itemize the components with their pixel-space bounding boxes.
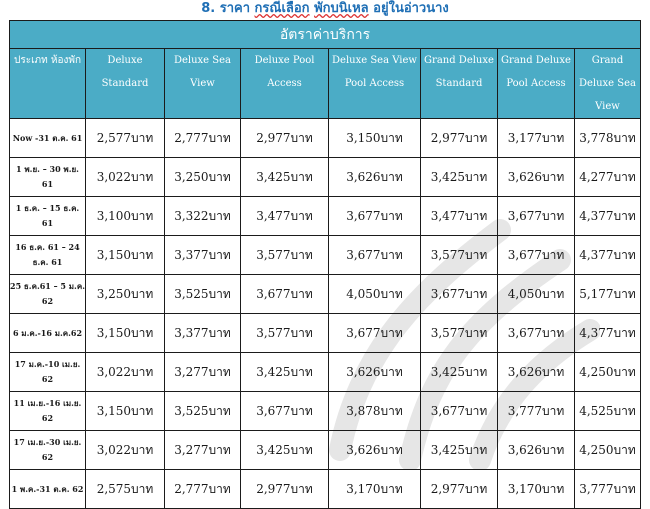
price-cell: 3,626บาท (329, 353, 421, 392)
price-cell: 4,377บาท (575, 197, 641, 236)
price-cell: 3,150บาท (86, 314, 165, 353)
price-cell: 3,525บาท (165, 392, 241, 431)
column-header: Deluxe Sea View Pool Access (329, 49, 421, 119)
table-row (10, 314, 641, 353)
price-cell: 3,577บาท (421, 314, 498, 353)
price-cell: 3,677บาท (329, 314, 421, 353)
price-cell: 3,150บาท (86, 236, 165, 275)
price-cell: 3,577บาท (241, 236, 329, 275)
price-cell: 4,050บาท (498, 275, 575, 314)
price-cell: 3,377บาท (165, 236, 241, 275)
price-cell: 3,677บาท (421, 275, 498, 314)
table-row (10, 353, 641, 392)
price-cell: 3,677บาท (329, 236, 421, 275)
price-cell: 3,100บาท (86, 197, 165, 236)
table-row (10, 236, 641, 275)
price-cell: 3,577บาท (241, 314, 329, 353)
column-header: Deluxe Pool Access (241, 49, 329, 119)
price-cell: 4,050บาท (329, 275, 421, 314)
price-cell: 2,577บาท (86, 119, 165, 158)
price-cell: 3,677บาท (498, 197, 575, 236)
period-cell: Now -31 ต.ค. 61 (10, 119, 86, 158)
price-cell: 4,377บาท (575, 236, 641, 275)
price-cell: 3,177บาท (498, 119, 575, 158)
price-cell: 3,677บาท (241, 392, 329, 431)
price-cell: 3,250บาท (165, 158, 241, 197)
column-header: Deluxe Sea View (165, 49, 241, 119)
column-header: ประเภท ห้องพัก (10, 49, 86, 119)
page-title: 8. ราคา กรณีเลือก พักบนิเหล อยู่ในอ่าวนาง (201, 1, 449, 16)
period-cell: 17 ม.ค.-10 เม.ย. 62 (10, 353, 86, 392)
price-cell: 2,977บาท (421, 119, 498, 158)
price-cell: 4,250บาท (575, 353, 641, 392)
price-cell: 3,425บาท (421, 353, 498, 392)
period-cell: 25 ธ.ค.61 – 5 ม.ค. 62 (10, 275, 86, 314)
price-cell: 4,277บาท (575, 158, 641, 197)
price-cell: 3,250บาท (86, 275, 165, 314)
price-cell: 3,425บาท (241, 158, 329, 197)
table-row (10, 470, 641, 509)
price-cell: 3,170บาท (498, 470, 575, 509)
column-header-row (10, 49, 641, 119)
price-cell: 2,977บาท (421, 470, 498, 509)
price-cell: 3,626บาท (498, 158, 575, 197)
price-cell: 3,626บาท (329, 431, 421, 470)
table-row (10, 431, 641, 470)
period-cell: 16 ธ.ค. 61 – 24 ธ.ค. 61 (10, 236, 86, 275)
price-cell: 3,577บาท (421, 236, 498, 275)
price-cell: 3,170บาท (329, 470, 421, 509)
column-header: Grand Deluxe Sea View (575, 49, 641, 119)
price-cell: 2,977บาท (241, 470, 329, 509)
price-cell: 3,626บาท (329, 158, 421, 197)
column-header: Deluxe Standard (86, 49, 165, 119)
period-cell: 1 พ.ค.-31 ต.ค. 62 (10, 470, 86, 509)
price-cell: 3,022บาท (86, 158, 165, 197)
price-cell: 3,322บาท (165, 197, 241, 236)
price-cell: 3,525บาท (165, 275, 241, 314)
table-row (10, 158, 641, 197)
period-cell: 1 ธ.ค. – 15 ธ.ค. 61 (10, 197, 86, 236)
price-cell: 3,277บาท (165, 353, 241, 392)
price-cell: 3,677บาท (498, 314, 575, 353)
price-cell: 3,677บาท (329, 197, 421, 236)
table-row (10, 392, 641, 431)
price-cell: 3,425บาท (421, 158, 498, 197)
price-cell: 5,177บาท (575, 275, 641, 314)
period-cell: 11 เม.ย.-16 เม.ย. 62 (10, 392, 86, 431)
price-cell: 3,626บาท (498, 353, 575, 392)
price-cell: 3,425บาท (421, 431, 498, 470)
price-cell: 3,878บาท (329, 392, 421, 431)
price-cell: 4,250บาท (575, 431, 641, 470)
column-header: Grand Deluxe Pool Access (498, 49, 575, 119)
price-cell: 3,677บาท (241, 275, 329, 314)
table-row (10, 119, 641, 158)
price-cell: 2,777บาท (165, 119, 241, 158)
price-cell: 3,777บาท (498, 392, 575, 431)
price-cell: 2,575บาท (86, 470, 165, 509)
table-row (10, 197, 641, 236)
period-cell: 1 พ.ย. – 30 พ.ย. 61 (10, 158, 86, 197)
price-cell: 3,022บาท (86, 353, 165, 392)
price-cell: 3,277บาท (165, 431, 241, 470)
price-cell: 3,150บาท (86, 392, 165, 431)
price-cell: 4,525บาท (575, 392, 641, 431)
price-cell: 3,377บาท (165, 314, 241, 353)
price-cell: 3,425บาท (241, 431, 329, 470)
period-cell: 17 เม.ย.-30 เม.ย. 62 (10, 431, 86, 470)
price-cell: 3,677บาท (498, 236, 575, 275)
price-cell: 3,677บาท (421, 392, 498, 431)
price-cell: 3,626บาท (498, 431, 575, 470)
price-cell: 2,777บาท (165, 470, 241, 509)
table-title: อัตราค่าบริการ (10, 21, 641, 49)
price-cell: 3,425บาท (241, 353, 329, 392)
price-cell: 2,977บาท (241, 119, 329, 158)
price-cell: 3,022บาท (86, 431, 165, 470)
period-cell: 6 ม.ค.-16 ม.ค.62 (10, 314, 86, 353)
price-cell: 3,477บาท (241, 197, 329, 236)
price-cell: 4,377บาท (575, 314, 641, 353)
price-cell: 3,777บาท (575, 470, 641, 509)
rate-table (9, 20, 641, 509)
price-cell: 3,778บาท (575, 119, 641, 158)
price-cell: 3,150บาท (329, 119, 421, 158)
column-header: Grand Deluxe Standard (421, 49, 498, 119)
price-cell: 3,477บาท (421, 197, 498, 236)
table-row (10, 275, 641, 314)
